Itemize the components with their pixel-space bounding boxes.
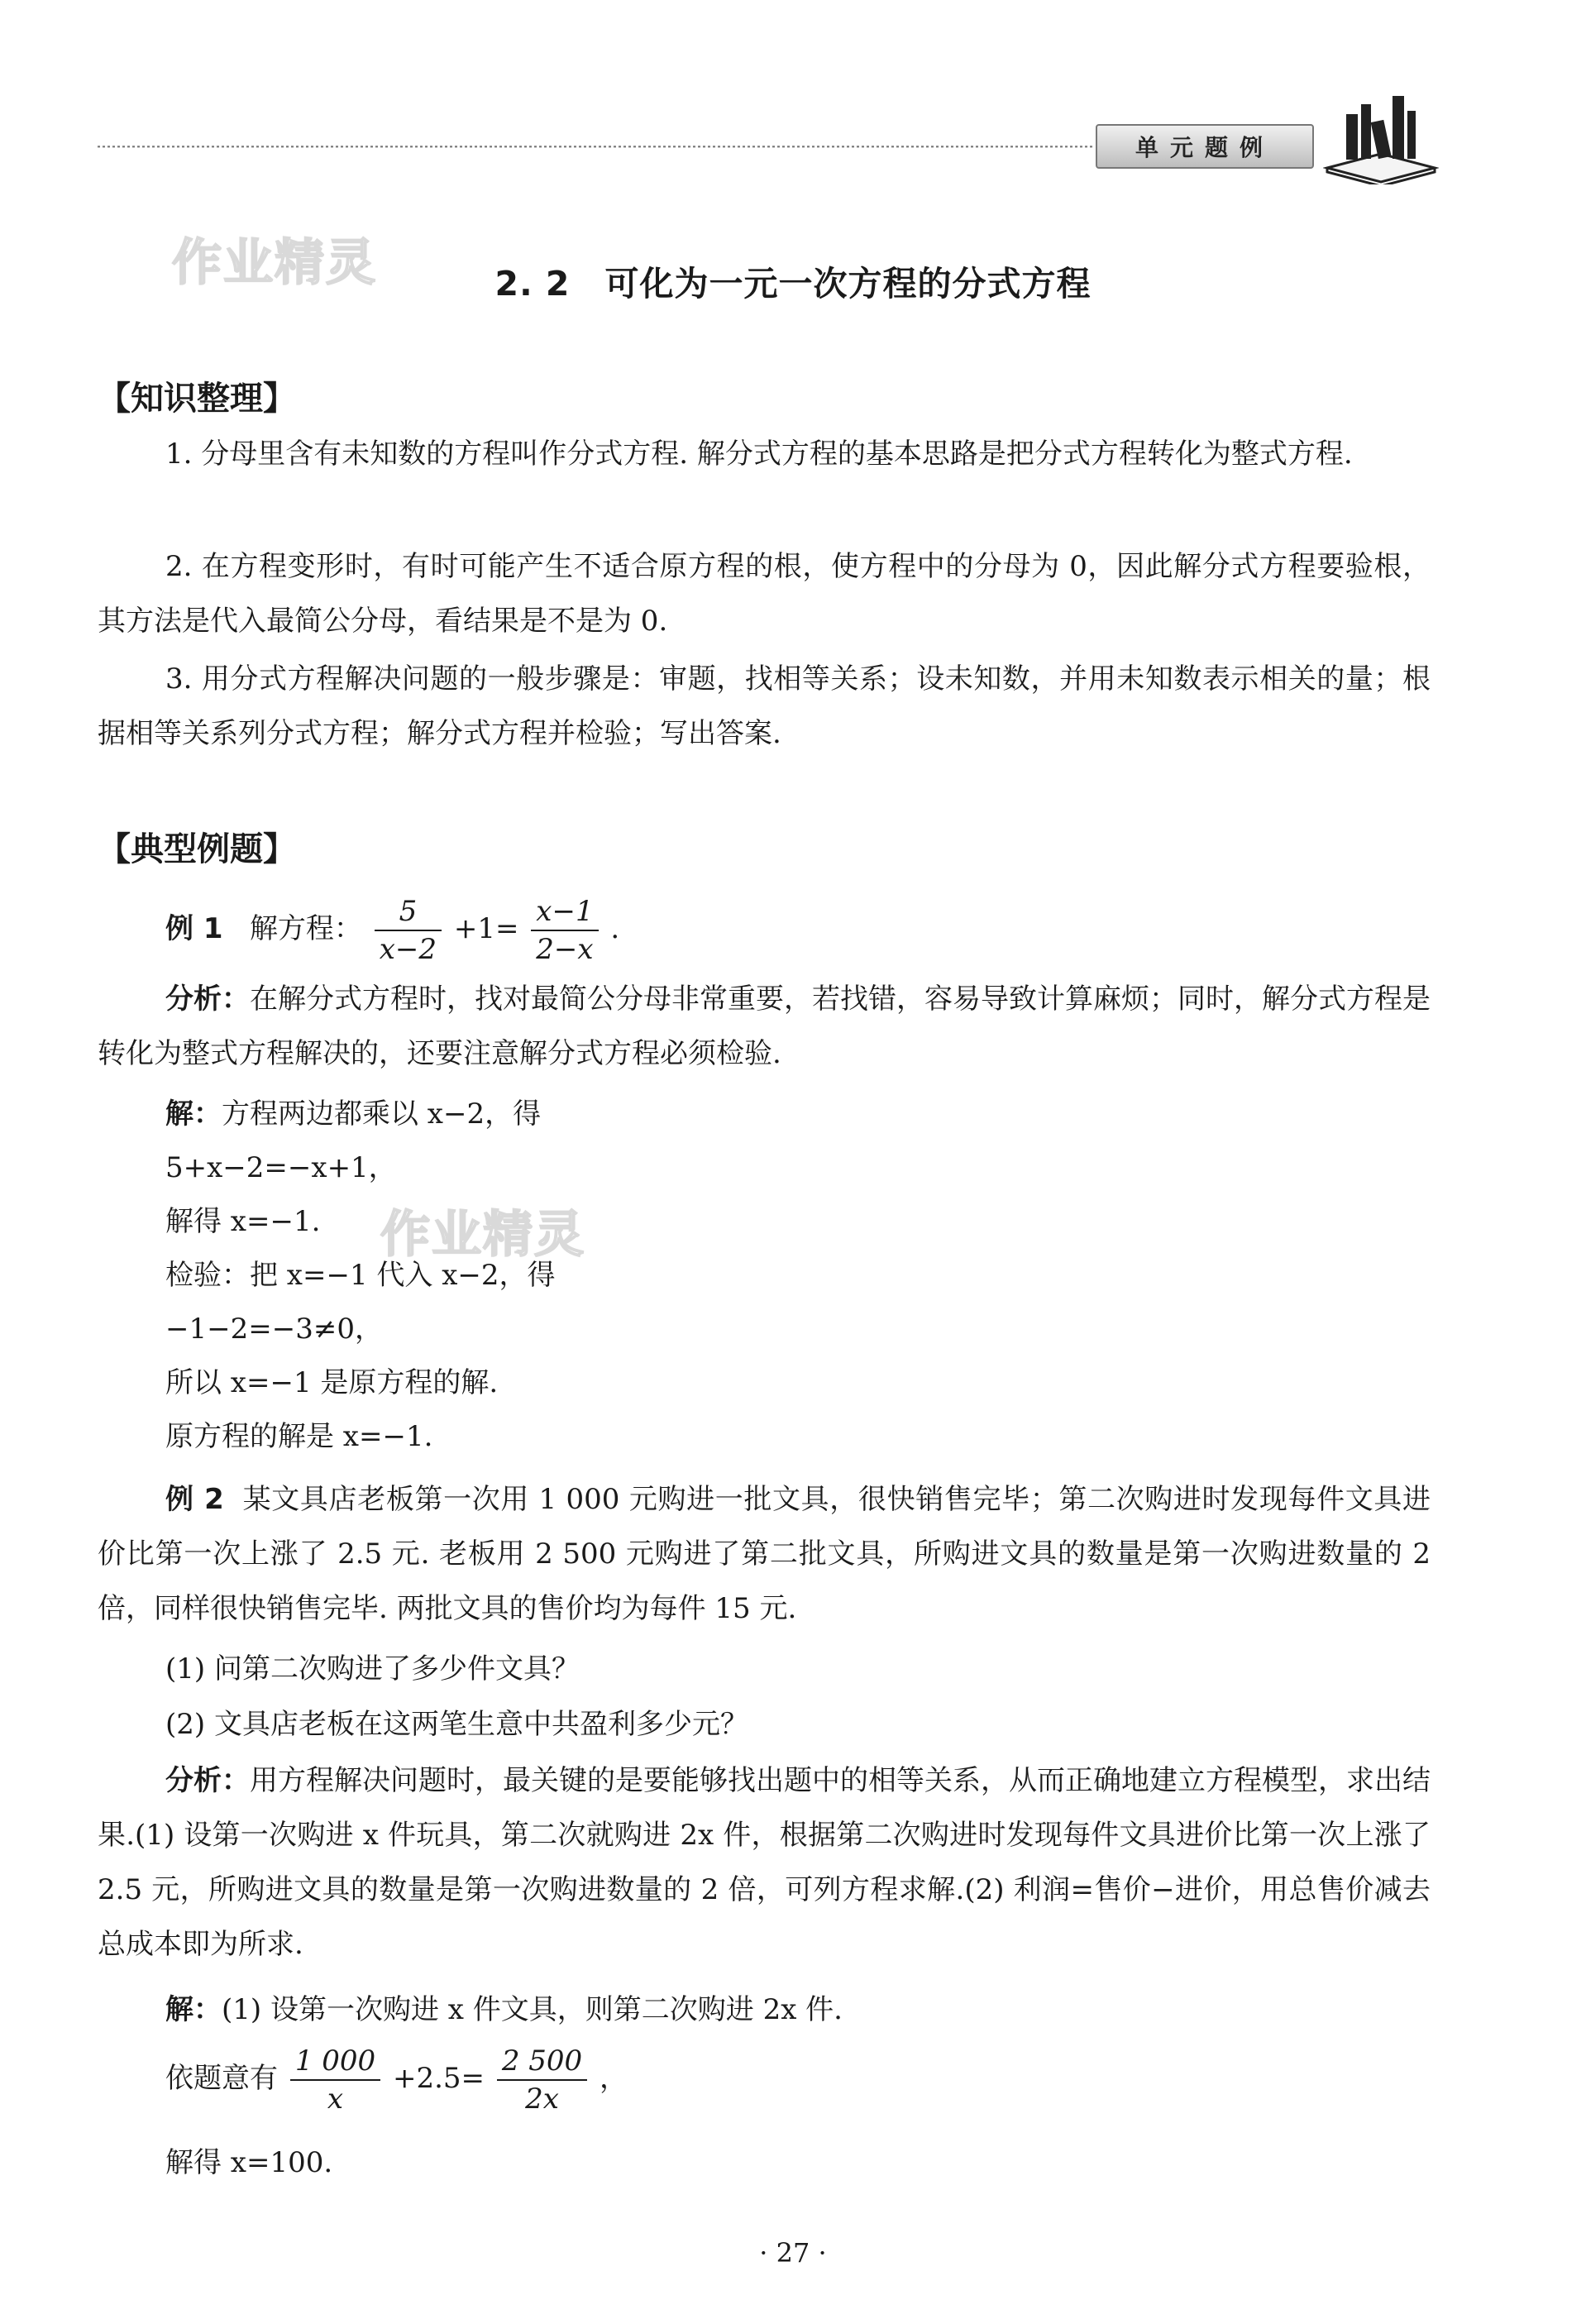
header-rule — [98, 141, 1094, 152]
analysis-label: 分析： — [165, 983, 250, 1016]
step-text: (1) 设第一次购进 x 件文具，则第二次购进 2x 件. — [222, 1993, 843, 2026]
page-number: · 27 · — [759, 2237, 827, 2269]
knowledge-heading: 【知识整理】 — [98, 380, 296, 418]
numerator: x−1 — [531, 893, 598, 931]
period: . — [610, 912, 620, 945]
example-2-analysis — [98, 1753, 1431, 1972]
comma: ， — [600, 2062, 628, 2095]
knowledge-item-3: 3. 用分式方程解决问题的一般步骤是：审题，找相等关系；设未知数，并用未知数表示相关的量；根据相等关系列分式方程；解分式方程并检验；写出答案. — [98, 662, 1431, 750]
example-2-result: 解得 x=100. — [165, 2146, 333, 2179]
watermark: 作业精灵 — [172, 234, 377, 292]
example-1-solution-step — [165, 1089, 541, 1139]
solution-label: 解： — [165, 1993, 222, 2026]
step-text: 方程两边都乘以 x−2，得 — [222, 1097, 542, 1131]
example-1-equation — [165, 893, 619, 968]
example-2-question-2: (2) 文具店老板在这两笔生意中共盈利多少元？ — [165, 1708, 748, 1741]
example-2-label: 例 2 — [165, 1483, 224, 1516]
analysis-text: 在解分式方程时，找对最简公分母非常重要，若找错，容易导致计算麻烦；同时，解分式方程是转化为整式方程解决的，还要注意解分式方程必须检验. — [98, 983, 1431, 1070]
page-title: 2. 2 可化为一元一次方程的分式方程 — [494, 264, 1092, 304]
example-2-problem — [98, 1472, 1431, 1636]
analysis-text: 用方程解决问题时，最关键的是要能够找出题中的相等关系，从而正确地建立方程模型，求出结果.(1) 设第一次购进 x 件玩具，第二次就购进 2x 件，根据第二次购进时发现每件文具进价比第一次上涨了 2.5 元，所购进文具的数量是第一次购进数量的 2 倍，可列方程求解.(2) 利润=售价−进价，用总售价减去总成本即为所求. — [98, 1764, 1431, 1961]
example-1-label: 例 1 — [165, 912, 223, 945]
example-1-solution-step: 原方程的解是 x=−1. — [165, 1420, 433, 1453]
operator-text: +2.5= — [392, 2062, 485, 2095]
operator-text: +1= — [453, 912, 519, 945]
numerator: 2 500 — [497, 2043, 587, 2081]
equation-prefix: 依题意有 — [165, 2062, 278, 2095]
example-2-solution-step — [165, 1985, 843, 2035]
denominator: x — [327, 2083, 344, 2116]
analysis-label: 分析： — [165, 1764, 250, 1797]
problem-text: 某文具店老板第一次用 1 000 元购进一批文具，很快销售完毕；第二次购进时发现每件文具进价比第一次上涨了 2.5 元. 老板用 2 500 元购进了第二批文具，所购进文具的数量是第一次购进数量的 2 倍，同样很快销售完毕. 两批文具的售价均为每件 15 元. — [98, 1483, 1431, 1625]
books-logo-icon — [1323, 89, 1439, 184]
numerator: 5 — [375, 893, 442, 931]
denominator: x−2 — [379, 933, 437, 966]
example-1-solution-step: 检验：把 x=−1 代入 x−2，得 — [165, 1259, 556, 1292]
fraction — [290, 2043, 380, 2117]
knowledge-item-1: 1. 分母里含有未知数的方程叫作分式方程. 解分式方程的基本思路是把分式方程转化为整式方程. — [165, 438, 1353, 471]
solution-label: 解： — [165, 1097, 222, 1131]
examples-heading: 【典型例题】 — [98, 830, 296, 868]
example-1-solution-step: −1−2=−3≠0， — [165, 1313, 383, 1346]
fraction — [531, 893, 598, 968]
example-2-question-1: (1) 问第二次购进了多少件文具？ — [165, 1652, 580, 1686]
knowledge-item-2: 2. 在方程变形时，有时可能产生不适合原方程的根，使方程中的分母为 0，因此解分式方程要验根，其方法是代入最简公分母，看结果是不是为 0. — [98, 550, 1431, 638]
section-tab: 单元题例 — [1096, 124, 1314, 169]
watermark: 作业精灵 — [380, 1206, 585, 1264]
example-1-analysis — [98, 972, 1431, 1081]
numerator: 1 000 — [290, 2043, 380, 2081]
example-1-solution-step: 所以 x=−1 是原方程的解. — [165, 1366, 499, 1399]
denominator: 2−x — [536, 933, 594, 966]
fraction — [497, 2043, 587, 2117]
fraction — [375, 893, 442, 968]
example-1-solution-step: 解得 x=−1. — [165, 1205, 321, 1238]
example-1-solution-step: 5+x−2=−x+1， — [165, 1151, 397, 1184]
example-2-equation — [165, 2043, 628, 2117]
example-1-prompt: 解方程： — [249, 912, 362, 945]
denominator: 2x — [525, 2083, 559, 2116]
